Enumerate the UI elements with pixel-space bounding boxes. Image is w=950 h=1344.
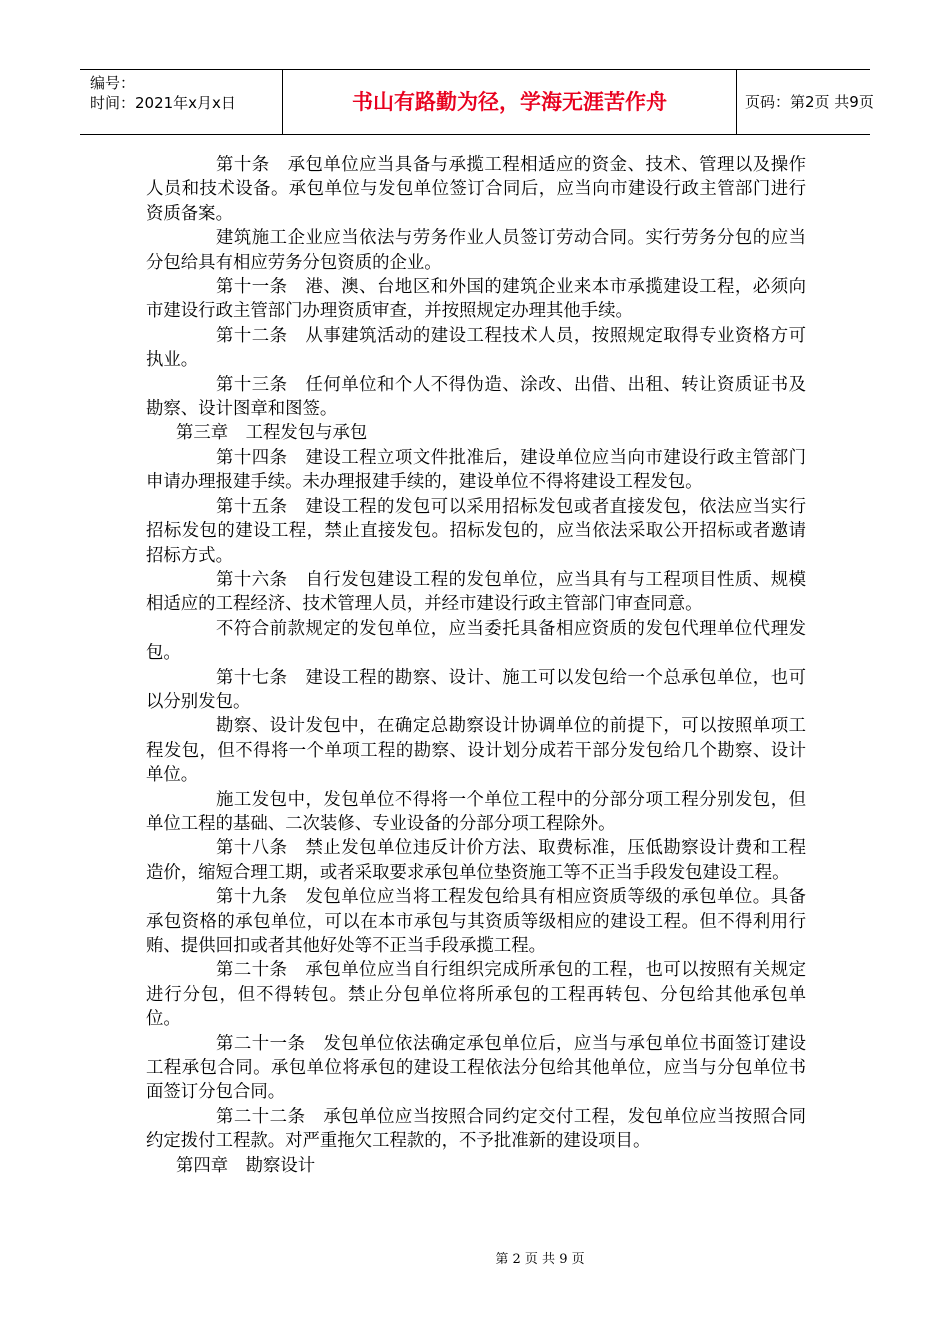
article-paragraph: 第十三条 任何单位和个人不得伪造、涂改、出借、出租、转让资质证书及勘察、设计图章和图签。 [146,374,806,420]
article-paragraph: 施工发包中，发包单位不得将一个单位工程中的分部分项工程分别发包，但单位工程的基础、二次装修、专业设备的分部分项工程除外。 [146,789,806,834]
chapter-heading: 第四章 勘察设计 [176,1155,316,1176]
header-page-label: 页码：第2页 共9页 [745,93,874,111]
page-header [80,69,874,135]
header-motto: 书山有路勤为径，学海无涯苦作舟 [283,70,737,134]
document-body [146,153,806,1178]
article-paragraph: 勘察、设计发包中，在确定总勘察设计协调单位的前提下，可以按照单项工程发包，但不得将一个单项工程的勘察、设计划分成若干部分发包给几个勘察、设计单位。 [146,716,806,786]
article-paragraph: 第十一条 港、澳、台地区和外国的建筑企业来本市承揽建设工程，必须向市建设行政主管部门办理资质审查，并按照规定办理其他手续。 [146,277,806,322]
chapter-heading: 第三章 工程发包与承包 [176,423,368,444]
header-meta-cell [80,70,283,134]
article-paragraph: 第十八条 禁止发包单位违反计价方法、取费标准，压低勘察设计费和工程造价，缩短合理工期，或者采取要求承包单位垫资施工等不正当手段发包建设工程。 [146,838,806,883]
document-number-label: 编号： [90,74,136,92]
article-paragraph: 第十二条 从事建筑活动的建设工程技术人员，按照规定取得专业资格方可执业。 [146,325,806,371]
article-paragraph: 不符合前款规定的发包单位，应当委托具备相应资质的发包代理单位代理发包。 [146,618,806,664]
article-paragraph: 第二十二条 承包单位应当按照合同约定交付工程，发包单位应当按照合同约定拨付工程款。对严重拖欠工程款的，不予批准新的建设项目。 [146,1106,806,1152]
article-paragraph: 第十条 承包单位应当具备与承揽工程相适应的资金、技术、管理以及操作人员和技术设备。承包单位与发包单位签订合同后，应当向市建设行政主管部门进行资质备案。 [146,155,806,224]
footer-page-number: 第 2 页 共 9 页 [495,1252,585,1267]
page-footer [0,1248,950,1267]
article-paragraph: 建筑施工企业应当依法与劳务作业人员签订劳动合同。实行劳务分包的应当分包给具有相应劳务分包资质的企业。 [146,228,806,273]
article-paragraph: 第十九条 发包单位应当将工程发包给具有相应资质等级的承包单位。具备承包资格的承包单位，可以在本市承包与其资质等级相应的建设工程。但不得利用行贿、提供回扣或者其他好处等不正当手段承揽工程。 [146,887,806,956]
article-paragraph: 第十七条 建设工程的勘察、设计、施工可以发包给一个总承包单位，也可以分别发包。 [146,667,806,712]
article-paragraph: 第二十一条 发包单位依法确定承包单位后，应当与承包单位书面签订建设工程承包合同。承包单位将承包的建设工程依法分包给其他单位，应当与分包单位书面签订分包合同。 [146,1033,806,1103]
article-paragraph: 第十六条 自行发包建设工程的发包单位，应当具有与工程项目性质、规模相适应的工程经济、技术管理人员，并经市建设行政主管部门审查同意。 [146,569,806,615]
document-time-label: 时间：2021年x月x日 [90,94,236,112]
article-paragraph: 第二十条 承包单位应当自行组织完成所承包的工程，也可以按照有关规定进行分包，但不得转包。禁止分包单位将所承包的工程再转包、分包给其他承包单位。 [146,960,806,1030]
article-paragraph: 第十四条 建设工程立项文件批准后，建设单位应当向市建设行政主管部门申请办理报建手续。未办理报建手续的，建设单位不得将建设工程发包。 [146,447,806,493]
article-paragraph: 第十五条 建设工程的发包可以采用招标发包或者直接发包，依法应当实行招标发包的建设工程，禁止直接发包。招标发包的，应当依法采取公开招标或者邀请招标方式。 [146,496,806,566]
